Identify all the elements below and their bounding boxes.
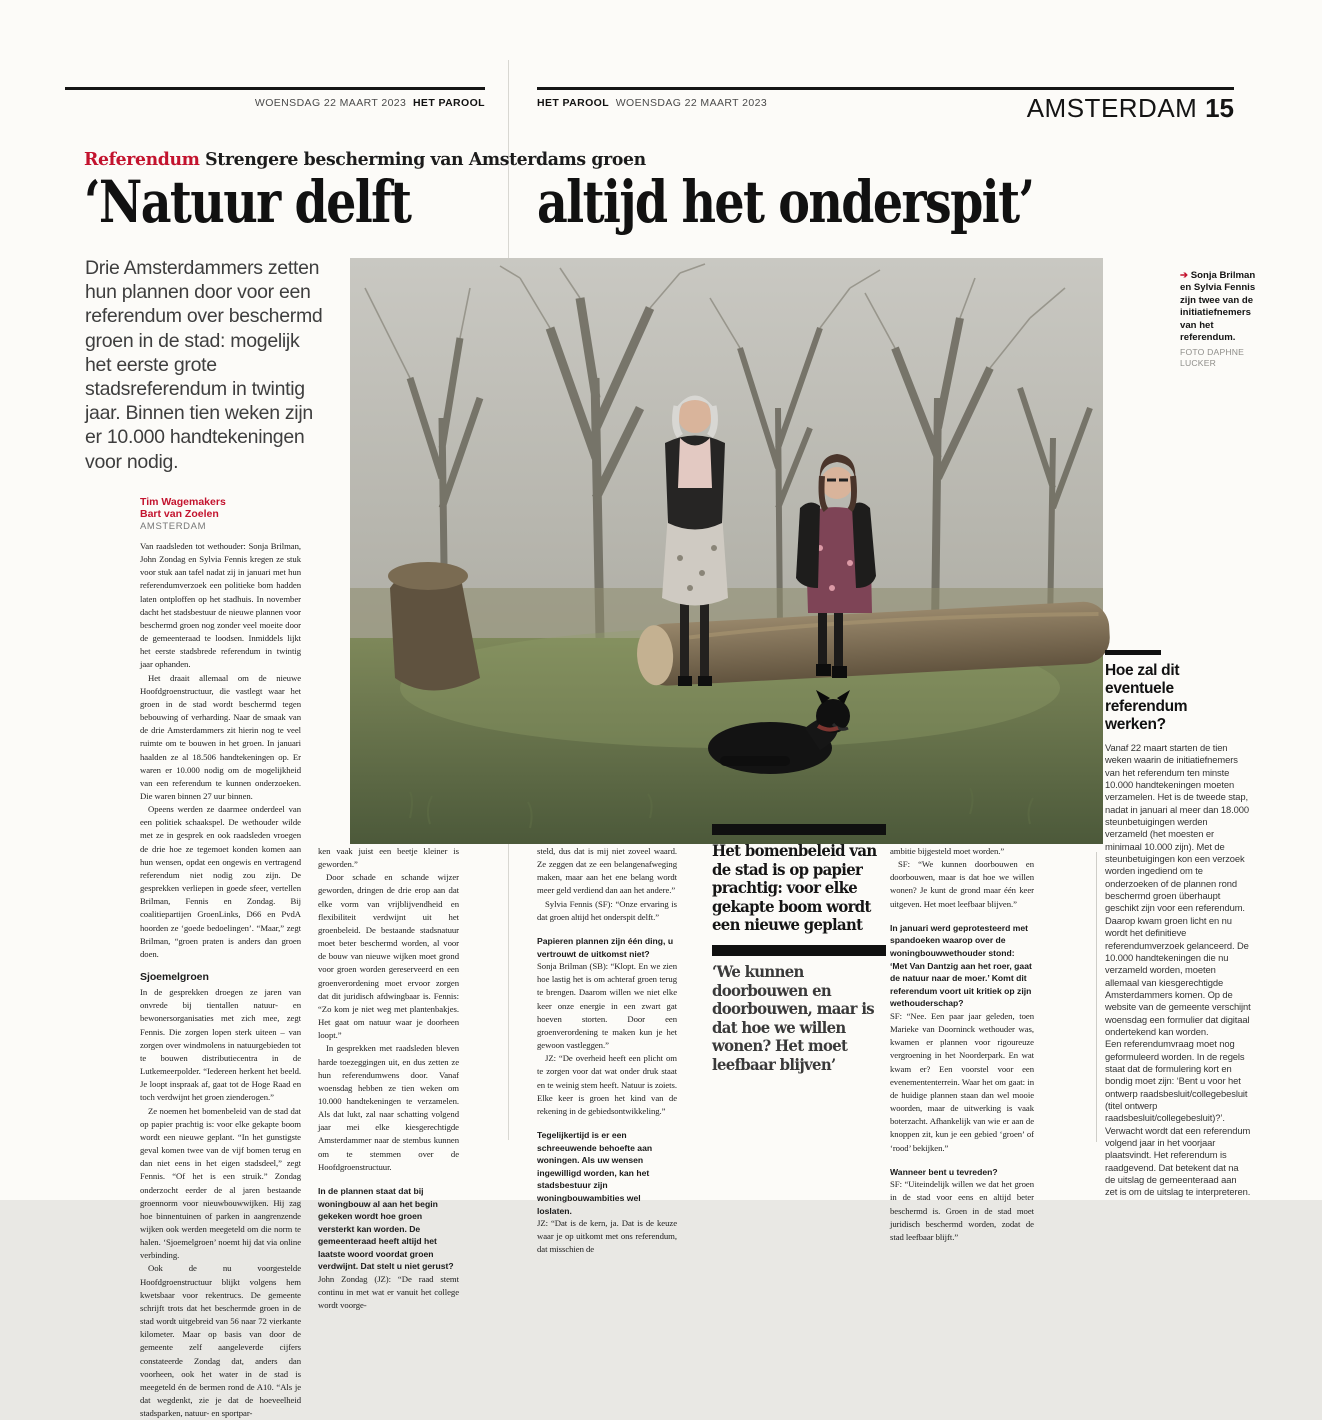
sidebar-paragraph: Vanaf 22 maart starten de tien weken waarin de initiatiefnemers van het referendum ten minste 10.000 handtekeningen moeten verzamelen. Het is de tweede stap, nadat in januari al meer dan 18.000 steunbetuigingen werden verzameld (het moesten er minimaal 10.000 zijn). Met de steunbetuigingen kon een verzoek worden ingediend om te onderzoeken of de plannen rond beschermd groen überhaupt geschikt zijn voor een referendum. Daarop kwam groen licht en nu wordt het definitieve referendumverzoek gelanceerd. De 10.000 handtekeningen die nu verzameld worden, moeten allemaal van kiesgerechtigde Amsterdammers komen. Op de website van de gemeente verschijnt woensdag een formulier dat digitaal ondertekend kan worden. xyxy=(1105,742,1251,1037)
intro-paragraph: Drie Amsterdammers zetten hun plannen door voor een referendum over beschermd groen in de stad: mogelijk het eerste grote stadsreferendum in twintig jaar. Binnen tien weken zijn er 10.000 handtekeningen voor nodig. xyxy=(85,257,323,473)
interview-question: Tegelijkertijd is er een schreeuwende behoefte aan woningen. Als uw wensen ingewilligd worden, kan het stadsbestuur zijn woningbouwambities wel loslaten. xyxy=(537,1130,653,1216)
pull-quote-block xyxy=(712,824,886,1085)
author-name: Tim Wagemakers xyxy=(140,496,226,508)
newspaper-photo xyxy=(350,258,1103,844)
paragraph: Sonja Brilman (SB): “Klopt. En we zien hoe lastig het is om achteraf groen terug te brengen. Daarom willen we niet elke keer onze energie in een zwart gat hoeven storten. Door een groenverordening te maken kun je het gewoon vastleggen.” xyxy=(537,961,677,1051)
header-brand: HET PAROOL xyxy=(412,97,485,109)
interview-question: In januari werd geprotesteerd met spandoeken waarop over de woningbouwwethouder stond: ‘Met Van Dantzig aan het roer, gaat de natuur naar de moer.’ Komt dit referendum voort uit kritiek op zijn wethouderschap? xyxy=(890,922,1032,1009)
top-rule-left xyxy=(65,87,485,90)
article-column-1 xyxy=(140,540,301,1419)
paragraph: SF: “Uiteindelijk willen we dat het groen in de stad voor eens en altijd beter beschermd is. Groen in de stad moet juridisch beschermd worden, zodat de stad leefbaar blijft.” xyxy=(890,1179,1034,1242)
section-name: AMSTERDAM xyxy=(1026,93,1198,123)
sidebar-heading: Hoe zal dit eventuele referendum werken? xyxy=(1105,662,1188,733)
quote-rule xyxy=(712,824,886,835)
paragraph: Van raadsleden tot wethouder: Sonja Brilman, John Zondag en Sylvia Fennis kregen ze stuk voor stuk aan tafel nadat zij in januari met hun referendumverzoek een politieke bom hadden laten ontploffen op het stadhuis. In november dacht het stadsbestuur de nieuwe plannen voor beschermd groen nog zonder veel moeite door de gemeenteraad te loodsen. Inmiddels lijkt het eerste stadsbrede referendum in twintig jaar ophanden. xyxy=(140,541,301,670)
header-date: WOENSDAG 22 MAART 2023 xyxy=(615,97,768,109)
section-header xyxy=(934,93,1234,124)
caption-text: Sonja Brilman en Sylvia Fennis zijn twee van de initiatiefnemers van het referendum. xyxy=(1180,270,1256,344)
paragraph: In gesprekken met raadsleden bleven harde toezeggingen uit, en dus zetten ze hun referendumwens door. Vanaf woensdag hebben ze tien weken om 10.000 handtekeningen te verzamelen. Als dat lukt, zal naar schatting volgend jaar mei elke kiesgerechtigde Amsterdammer naar de stembus kunnen om te stemmen over de Hoofdgroenstructuur. xyxy=(318,1043,459,1172)
paragraph: In de gesprekken droegen ze jaren van onvrede bij tientallen natuur- en bewonersorganisaties met zich mee, zegt Fennis. Die zorgen lopen sterk uiteen – van zorgen over windmolens in natuurgebieden tot te bouwen distributiecentra in de Lutkemeerpolder. “Iedereen herkent het beeld. Je loopt inspraak af, gaat tot de Hoge Raad en toch verdwijnt het groen zienderogen.” xyxy=(140,987,301,1103)
paragraph: Ook de nu voorgestelde Hoofdgroenstructuur blijkt volgens hem kwetsbaar voor rekentrucs. De gemeente schrijft trots dat het beschermde groen in de stad wordt uitgebreid van 56 naar 72 vierkante kilometer. Maar op basis van door de gemeente zelf aangeleverde cijfers constateerde Zondag dat, anders dan voorheen, ook het water in de stad is meegeteld én de bermen rond de A10. “Als je dat wegdenkt, zie je dat de hoeveelheid stadsparken, natuur- en sportpar- xyxy=(140,1263,301,1419)
interview-question: Wanneer bent u tevreden? xyxy=(890,1166,998,1177)
headline-right: altijd het onderspit’ xyxy=(537,168,1034,236)
paragraph: steld, dus dat is mij niet zoveel waard. Ze zeggen dat ze een belangenafweging maken, maar aan het ene belang wordt meer geld verdiend dan aan het andere.” xyxy=(537,846,677,896)
caption-arrow-icon: ➔ xyxy=(1180,270,1189,281)
paragraph: ken vaak juist een beetje kleiner is geworden.” xyxy=(318,846,459,870)
byline xyxy=(140,496,226,533)
top-rule-right xyxy=(537,87,1234,90)
sidebar-box xyxy=(1105,650,1251,1199)
paragraph: Door schade en schande wijzer geworden, dringen de drie erop aan dat elke vorm van vrijblijvendheid en flexibiliteit verdwijnt uit het groenbeleid. De bestaande stadsnatuur moet beter beschermd worden, al voor de bouw van nieuwe wijken moet grond voor groen worden gereserveerd en een groenverordening moet ervoor zorgen dat dit juridisch afdwingbaar is. Fennis: “Zo kom je niet weg met plantenbakjes. Het gaat om natuur waar je doorheen loopt.” xyxy=(318,872,459,1041)
header-date: WOENSDAG 22 MAART 2023 xyxy=(254,97,407,109)
headline-left: ‘Natuur delft xyxy=(84,168,411,236)
paragraph: JZ: “De overheid heeft een plicht om te zorgen voor dat wat onder druk staat en te weinig stem heeft. Natuur is zoiets. Elke keer is groen het kind van de rekening in de gebiedsontwikkeling.” xyxy=(537,1053,677,1116)
quote-rule xyxy=(712,945,886,956)
paragraph: JZ: “Dat is de kern, ja. Dat is de keuze waar je op uitkomt met ons referendum, dat misschien de xyxy=(537,1218,677,1255)
interview-question: Papieren plannen zijn één ding, u vertrouwt de uitkomst niet? xyxy=(537,935,674,959)
photo-caption xyxy=(1180,270,1258,369)
paragraph: John Zondag (JZ): “De raad stemt continu in met wat er vanuit het college wordt voorge- xyxy=(318,1274,459,1311)
interview-question: In de plannen staat dat bij woningbouw al aan het begin gekeken wordt hoe groen versterkt kan worden. De gemeenteraad heeft altijd het laatste woord voordat groen verdwijnt. Dat stelt u niet gerust? xyxy=(318,1185,454,1272)
page-header-right xyxy=(537,97,767,109)
sidebar-paragraph: Een referendumvraag moet nog geformuleerd worden. In de regels staat dat de formulering kort en bondig moet zijn: ‘Bent u voor het ontwerp raadsbesluit/collegebesluit (titel ontwerp raadsbesluit/collegebesluit)?’. Verwacht wordt dat een referendum volgend jaar in het voorjaar plaatsvindt. Het referendum is raadgevend. Dat betekent dat na de uitslag de gemeenteraad aan zet is om de uitslag te interpreteren. xyxy=(1105,1038,1251,1198)
subheading: Sjoemelgroen xyxy=(140,971,209,983)
sidebar-rule xyxy=(1105,650,1161,655)
paragraph: Sylvia Fennis (SF): “Onze ervaring is dat groen altijd het onderspit delft.” xyxy=(537,898,677,922)
page-number: 15 xyxy=(1205,93,1234,123)
article-column-4 xyxy=(890,845,1034,1242)
paragraph: SF: “Nee. Een paar jaar geleden, toen Marieke van Doorninck wethouder was, kwamen er plannen voor rigoureuze vergroening in het Noorderpark. En wat kwam er? Een voorstel voor een evenemententerrein. Waar het om gaat: in de huidige plannen staan dan wel mooie woorden, maar de uitwerking is vaak boterzacht. Afhankelijk van wie er aan de knoppen zit, kun je een gebied ‘groen’ of ‘rood’ bekijken.” xyxy=(890,1010,1034,1153)
paragraph: Het draait allemaal om de nieuwe Hoofdgroenstructuur, die vastlegt waar het groen in de stad wordt beschermd tegen bebouwing of verharding. Naar de smaak van de drie Amsterdammers zit hierin nog te veel ruimte om te bouwen in het groen. In januari haalden ze al 18.506 handtekeningen op. Er waren er 10.000 nodig om de mogelijkheid van een referendum te kunnen onderzoeken. Die waren binnen 27 uur binnen. xyxy=(140,672,301,801)
paragraph: Ze noemen het bomenbeleid van de stad dat op papier prachtig is: voor elke gekapte boom wordt een nieuwe geplant. “In het gunstigste geval komen twee van de vijf bomen terug en dan niet eens in het eigen stadsdeel,” zegt Fennis. “Of het is een struik.” Zondag onderzocht eerder de al jaren bestaande groennorm voor nieuwbouwwijken. Hij zag hoe binnentuinen of parken in aangrenzende wijken ook werden meegeteld om die norm te halen. ‘Sjoemelgroen’ noemt hij dat via online verbinding. xyxy=(140,1105,301,1261)
kicker-text: Strengere bescherming van Amsterdams groen xyxy=(199,149,646,170)
article-column-3 xyxy=(537,845,677,1255)
article-column-2 xyxy=(318,845,459,1311)
pull-quote: Het bomenbeleid van de stad is op papier prachtig: voor elke gekapte boom wordt een nieuwe geplant xyxy=(712,841,877,935)
paragraph: Opeens werden ze daarmee onderdeel van een politiek schaakspel. De wethouder wilde met ze in gesprek en ook raadsleden vroegen de drie hoe ze tegemoet konden komen aan hun wensen, opdat een ongewis en vertragend referendum niet nodig zou zijn. De gesprekken verliepen in goede sfeer, vertellen Brilman, Fennis en Zondag. Bij coalitiepartijen GroenLinks, D66 en PvdA hoorden ze ‘goede bedoelingen’. “Maar,” zegt Brilman, “groen praten is anders dan groen doen. xyxy=(140,804,301,959)
sidebar-keyline xyxy=(1096,852,1097,1142)
header-brand: HET PAROOL xyxy=(537,97,610,109)
photo-credit: FOTO DAPHNE LUCKER xyxy=(1180,347,1245,369)
photo-illustration xyxy=(350,258,1103,844)
author-name: Bart van Zoelen xyxy=(140,508,219,520)
byline-location: AMSTERDAM xyxy=(140,521,207,532)
kicker-label: Referendum xyxy=(84,149,200,170)
paragraph: SF: “We kunnen doorbouwen en doorbouwen, maar is dat hoe we willen wonen? Je kunt de grond maar één keer uitgeven. Het moet leefbaar blijven.” xyxy=(890,859,1034,909)
page-header-left xyxy=(65,97,485,109)
pull-quote: ‘We kunnen doorbouwen en doorbouwen, maar is dat hoe we willen wonen? Het moet leefbaar blijven’ xyxy=(712,961,875,1074)
kicker xyxy=(84,149,646,170)
paragraph: ambitie bijgesteld moet worden.” xyxy=(890,846,1005,856)
